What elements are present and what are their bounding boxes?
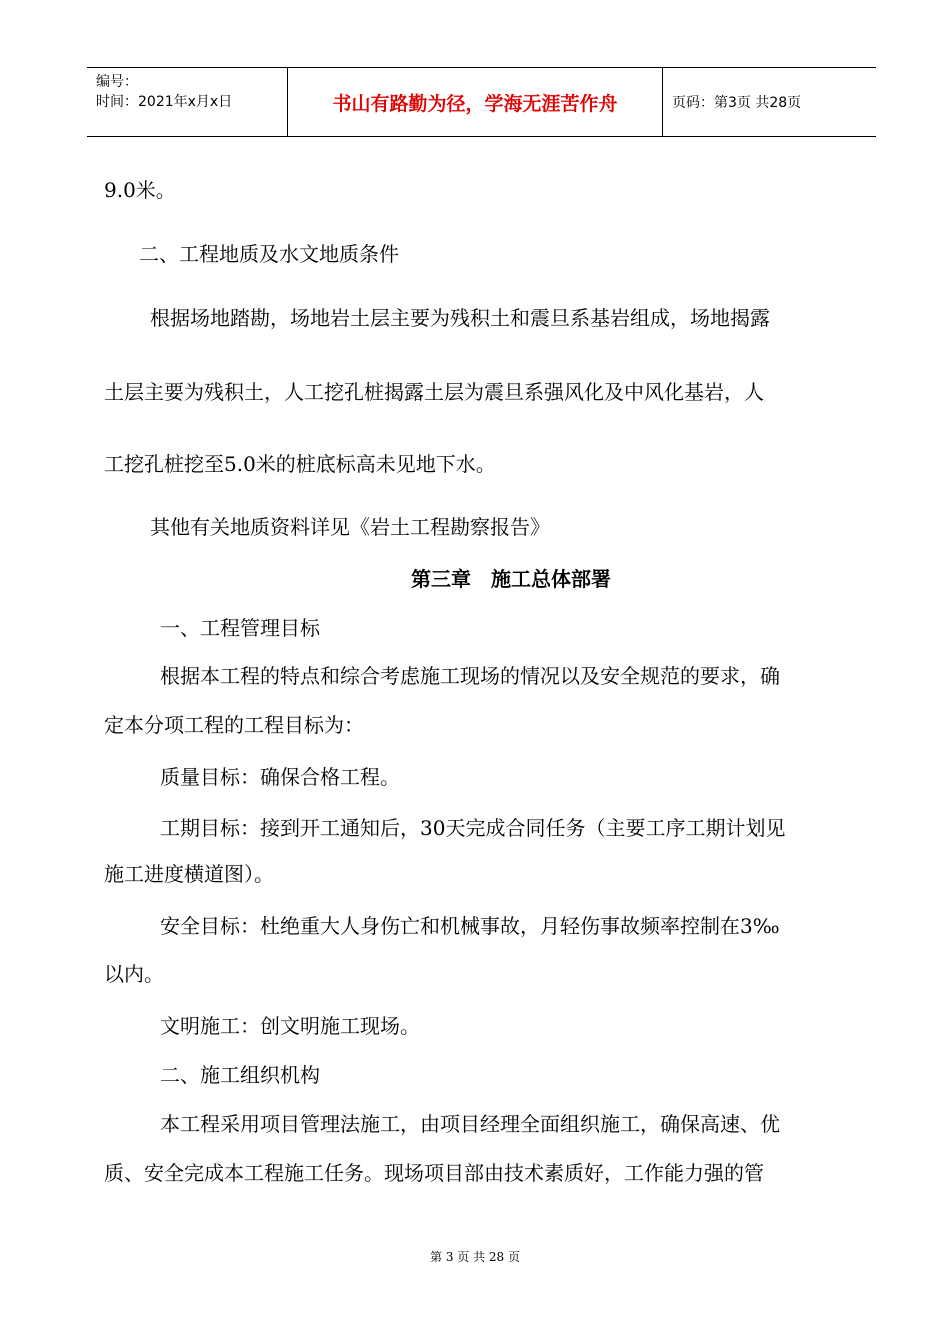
- section-heading: 一、工程管理目标: [160, 616, 320, 640]
- body-line: 根据本工程的特点和综合考虑施工现场的情况以及安全规范的要求，确: [160, 664, 780, 688]
- body-line: 其他有关地质资料详见《岩土工程勘察报告》: [150, 515, 550, 539]
- header-page-number: 页码：第3页 共28页: [672, 95, 802, 111]
- document-number-label: 编号：: [96, 74, 138, 90]
- body-line: 工挖孔桩挖至5.0米的桩底标高未见地下水。: [104, 452, 496, 476]
- body-line: 文明施工：创文明施工现场。: [160, 1014, 420, 1038]
- chapter-title: 第三章 施工总体部署: [411, 567, 611, 591]
- body-line: 本工程采用项目管理法施工，由项目经理全面组织施工，确保高速、优: [160, 1112, 780, 1136]
- body-line: 质、安全完成本工程施工任务。现场项目部由技术素质好，工作能力强的管: [104, 1161, 764, 1185]
- header-meta: [87, 68, 288, 136]
- body-line: 安全目标：杜绝重大人身伤亡和机械事故，月轻伤事故频率控制在3‰: [160, 914, 780, 938]
- body-line: 工期目标：接到开工通知后，30天完成合同任务（主要工序工期计划见: [160, 816, 786, 840]
- section-heading: 二、施工组织机构: [160, 1063, 320, 1087]
- body-line: 根据场地踏勘，场地岩土层主要为残积土和震旦系基岩组成，场地揭露: [150, 306, 770, 330]
- page-header: [87, 67, 876, 137]
- header-motto: 书山有路勤为径，学海无涯苦作舟: [288, 68, 663, 136]
- body-line: 土层主要为残积土，人工挖孔桩揭露土层为震旦系强风化及中风化基岩，人: [104, 380, 764, 404]
- body-line: 施工进度横道图）。: [104, 862, 274, 886]
- body-line: 以内。: [104, 962, 164, 986]
- body-line: 9.0米。: [104, 178, 176, 202]
- page-footer: 第 3 页 共 28 页: [430, 1250, 520, 1264]
- body-line: 质量目标：确保合格工程。: [160, 765, 400, 789]
- document-date: 时间：2021年x月x日: [96, 94, 233, 110]
- section-heading: 二、工程地质及水文地质条件: [139, 242, 399, 266]
- body-line: 定本分项工程的工程目标为：: [104, 713, 364, 737]
